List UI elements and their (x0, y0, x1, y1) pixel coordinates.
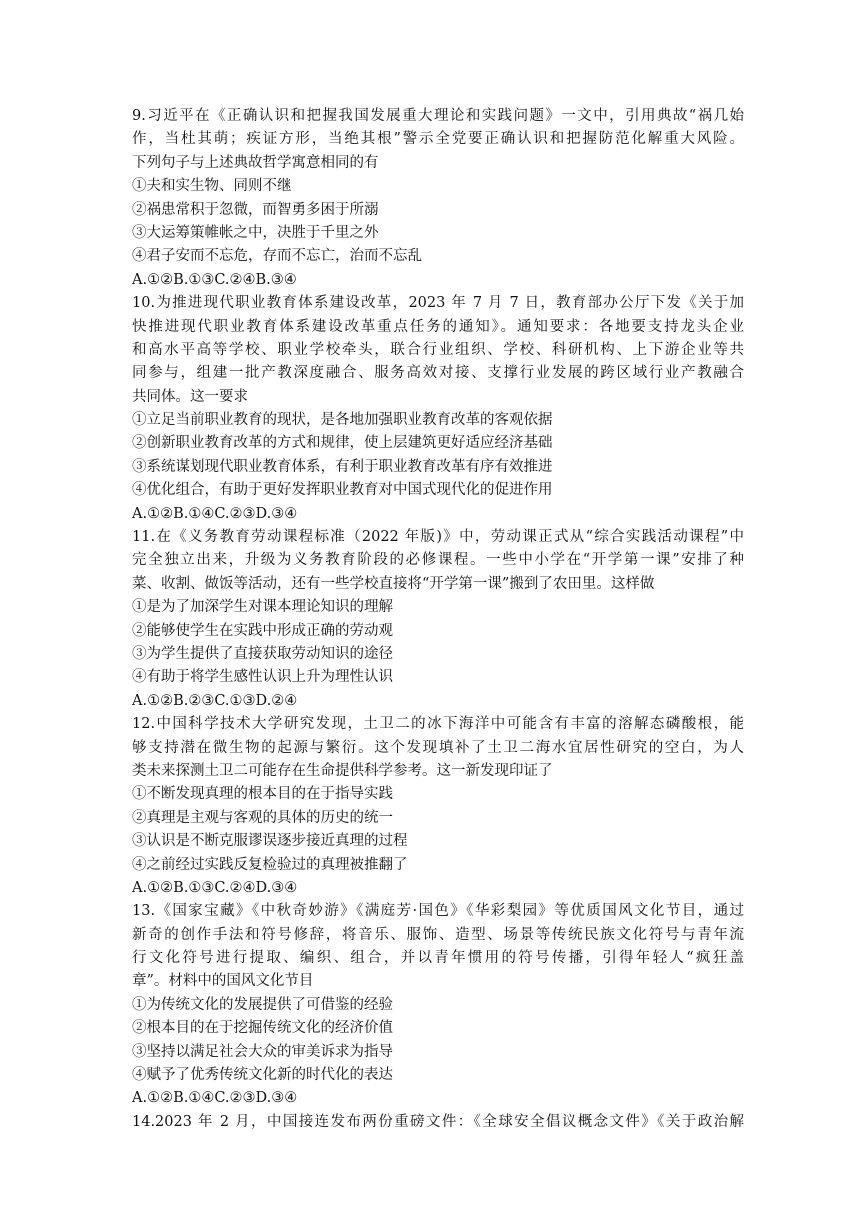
question-12-stem-line-3: 类未来探测土卫二可能存在生命提供科学参考。这一新发现印证了 (132, 762, 553, 779)
question-10-stem-line-2: 快推进现代职业教育体系建设改革重点任务的通知》。通知要求：各地要支持龙头企业 (132, 318, 744, 335)
question-9-option-1: ①夫和实生物、同则不继 (132, 178, 292, 195)
question-13-option-2: ②根本目的在于挖掘传统文化的经济价值 (132, 1020, 393, 1037)
question-13-stem-line-3: 行文化符号进行提取、编织、组合，并以青年惯用的符号传播，引得年轻人“疯狂盖 (132, 950, 744, 967)
question-11-option-4: ④有助于将学生感性认识上升为理性认识 (132, 669, 393, 686)
question-11-option-1: ①是为了加深学生对课本理论知识的理解 (132, 599, 393, 616)
question-10-stem-line-5: 共同体。这一要求 (132, 388, 248, 405)
question-12-option-4: ④之前经过实践反复检验过的真理被推翻了 (132, 856, 408, 873)
question-11-answer-choices: A.①②B.②③C.①③D.②④ (132, 692, 298, 709)
question-10-option-3: ③系统谋划现代职业教育体系，有利于职业教育改革有序有效推进 (132, 458, 553, 475)
question-9-stem-line-3: 下列句子与上述典故哲学寓意相同的有 (132, 154, 379, 171)
question-13-stem-line-4: 章”。材料中的国风文化节目 (132, 973, 314, 990)
question-13-option-4: ④赋予了优秀传统文化新的时代化的表达 (132, 1067, 393, 1084)
question-10-stem-line-4: 同参与，组建一批产教深度融合、服务高效对接、支撑行业发展的跨区域行业产教融合 (132, 365, 744, 382)
question-11 (132, 526, 744, 713)
question-9-option-3: ③大运筹策帷帐之中，决胜于千里之外 (132, 224, 379, 241)
question-11-option-2: ②能够使学生在实践中形成正确的劳动观 (132, 622, 393, 639)
question-12-option-1: ①不断发现真理的根本目的在于指导实践 (132, 786, 393, 803)
question-14-stem-line-1: 14.2023 年 2 月，中国接连发布两份重磅文件：《全球安全倡议概念文件》《关于政治解 (132, 1113, 744, 1130)
question-list (132, 105, 744, 1134)
question-11-option-3: ③为学生提供了直接获取劳动知识的途径 (132, 645, 393, 662)
question-9-stem-line-2: 作，当杜其萌；疾证方形，当绝其根”警示全党要正确认识和把握防范化解重大风险。 (132, 131, 744, 148)
question-9-option-2: ②祸患常积于忽微，而智勇多困于所溺 (132, 201, 379, 218)
question-13 (132, 900, 744, 1111)
question-12-stem-line-1: 12.中国科学技术大学研究发现，土卫二的冰下海洋中可能含有丰富的溶解态磷酸根，能 (132, 716, 744, 733)
question-13-stem-line-1: 13.《国家宝藏》《中秋奇妙游》《满庭芳·国色》《华彩梨园》等优质国风文化节目，通过 (132, 903, 744, 920)
question-9-stem-line-1: 9.习近平在《正确认识和把握我国发展重大理论和实践问题》一文中，引用典故“祸几始 (132, 108, 744, 124)
question-10-stem-line-1: 10.为推进现代职业教育体系建设改革，2023 年 7 月 7 日，教育部办公厅下发《关于加 (132, 295, 744, 312)
question-10 (132, 292, 744, 526)
question-10-option-1: ①立足当前职业教育的现状，是各地加强职业教育改革的客观依据 (132, 412, 553, 429)
question-13-option-3: ③坚持以满足社会大众的审美诉求为指导 (132, 1043, 393, 1060)
question-11-stem-line-3: 菜、收割、做饭等活动，还有一些学校直接将“开学第一课”搬到了农田里。这样做 (132, 575, 655, 592)
question-12 (132, 713, 744, 900)
question-12-answer-choices: A.①②B.①③C.②④D.③④ (132, 879, 298, 896)
question-10-option-4: ④优化组合，有助于更好发挥职业教育对中国式现代化的促进作用 (132, 482, 553, 499)
question-11-stem-line-1: 11.在《义务教育劳动课程标准（2022 年版)》中，劳动课正式从“综合实践活动课程”中 (132, 529, 744, 546)
question-9-answer-choices: A.①②B.①③C.②④B.③④ (132, 271, 297, 288)
question-9-option-4: ④君子安而不忘危，存而不忘亡，治而不忘乱 (132, 248, 422, 265)
question-13-answer-choices: A.①②B.①④C.②③D.③④ (132, 1090, 298, 1107)
question-14 (132, 1111, 744, 1134)
question-12-stem-line-2: 够支持潜在微生物的起源与繁衍。这个发现填补了土卫二海水宜居性研究的空白，为人 (132, 739, 744, 756)
question-12-option-3: ③认识是不断克服谬误逐步接近真理的过程 (132, 833, 408, 850)
question-13-stem-line-2: 新奇的创作手法和符号修辞，将音乐、服饰、造型、场景等传统民族文化符号与青年流 (132, 926, 744, 943)
question-10-option-2: ②创新职业教育改革的方式和规律，使上层建筑更好适应经济基础 (132, 435, 553, 452)
question-10-stem-line-3: 和高水平高等学校、职业学校牵头，联合行业组织、学校、科研机构、上下游企业等共 (132, 341, 744, 358)
question-13-option-1: ①为传统文化的发展提供了可借鉴的经验 (132, 996, 393, 1013)
question-12-option-2: ②真理是主观与客观的具体的历史的统一 (132, 809, 393, 826)
question-11-stem-line-2: 完全独立出来，升级为义务教育阶段的必修课程。一些中小学在“开学第一课”安排了种 (132, 552, 744, 569)
question-10-answer-choices: A.①②B.①④C.②③D.③④ (132, 505, 298, 522)
question-9 (132, 105, 744, 292)
